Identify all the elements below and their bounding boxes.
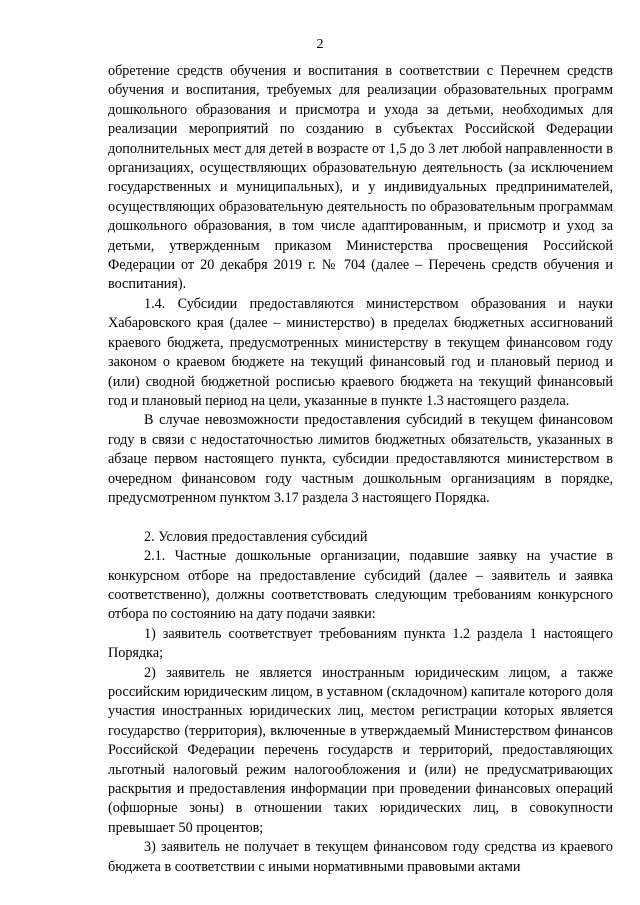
document-body xyxy=(108,62,613,877)
list-item-3: 3) заявитель не получает в текущем финансовом году средства из краевого бюджета в соответствии с иными нормативными правовыми актами xyxy=(108,839,613,875)
paragraph-1-4-second: В случае невозможности предоставления субсидий в текущем финансовом году в связи с недостаточностью лимитов бюджетных обязательств, указанных в абзаце первом настоящего пункта, субсидии предоставляются министерством в очередном финансовом году частным дошкольным организациям в порядке, предусмотренном пунктом 3.17 раздела 3 настоящего Порядка. xyxy=(108,412,613,506)
page-number: 2 xyxy=(316,37,324,52)
paragraph-2-1: 2.1. Частные дошкольные организации, подавшие заявку на участие в конкурсном отборе на предоставление субсидий (далее – заявитель и заявка соответственно), должны соответствовать следующим требованиям конкурсного отбора по состоянию на дату подачи заявки: xyxy=(108,548,613,623)
paragraph-equipment-list: обретение средств обучения и воспитания в соответствии с Перечнем средств обучения и воспитания, требуемых для реализации образовательных программ дошкольного образования и присмотра и ухода за детьми, необходимых для реализации мероприятий по созданию в субъектах Российской Федерации дополнительных мест для детей в возрасте от 1,5 до 3 лет любой направленности в организациях, осуществляющих образовательную деятельность (за исключением государственных и муниципальных), и у индивидуальных предпринимателей, осуществляющих образовательную деятельность по образовательным программам дошкольного образования, в том числе адаптированным, и присмотр и уход за детьми, утвержденным приказом Министерства просвещения Российской Федерации от 20 декабря 2019 г. № 704 (далее – Перечень средств обучения и воспитания). xyxy=(108,63,613,293)
list-item-1: 1) заявитель соответствует требованиям пункта 1.2 раздела 1 настоящего Порядка; xyxy=(108,625,613,662)
list-item-2: 2) заявитель не является иностранным юридическим лицом, а также российским юридическим лицом, в уставном (складочном) капитале которого доля участия иностранных юридических лиц, местом регистрации которых является государство (территория), включенные в утверждаемый Министерством финансов Российской Федерации перечень государств и территорий, предоставляющих льготный налоговый режим налогообложения и (или) не предусматривающих раскрытия и предоставления информации при проведении финансовых операций (офшорные зоны) в отношении таких юридических лиц, в совокупности превышает 50 процентов; xyxy=(108,664,613,836)
section-2-title: 2. Условия предоставления субсидий xyxy=(144,528,368,545)
paragraph-1-4: 1.4. Субсидии предоставляются министерством образования и науки Хабаровского края (далее – министерство) в пределах бюджетных ассигнований краевого бюджета, предусмотренных министерству в текущем финансовом году законом о краевом бюджете на текущий финансовый год и плановый период и (или) сводной бюджетной росписью краевого бюджета на текущий финансовый год и плановый период на цели, указанные в пункте 1.3 настоящего раздела. xyxy=(108,295,613,409)
